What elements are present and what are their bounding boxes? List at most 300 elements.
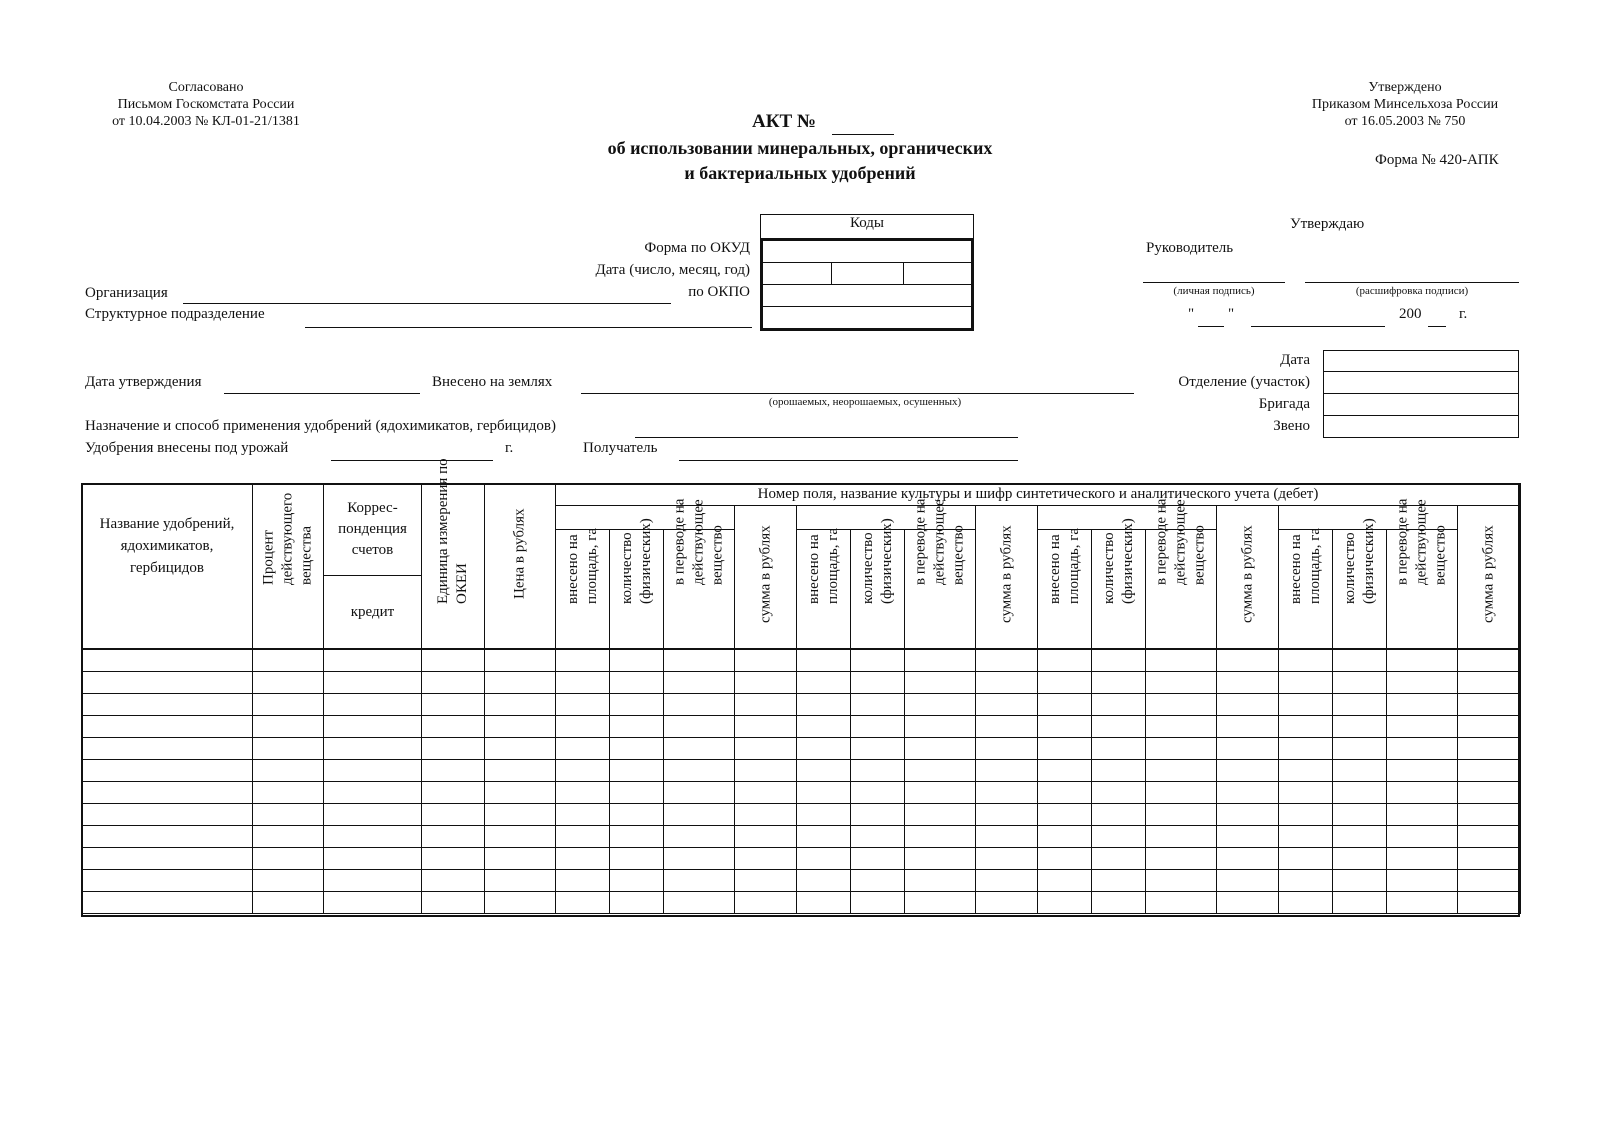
table-cell[interactable] xyxy=(1458,847,1521,869)
table-cell[interactable] xyxy=(1333,715,1387,737)
table-cell[interactable] xyxy=(422,781,485,803)
table-cell[interactable] xyxy=(1146,693,1217,715)
table-cell[interactable] xyxy=(82,693,253,715)
table-cell[interactable] xyxy=(735,671,797,693)
table-cell[interactable] xyxy=(1146,847,1217,869)
table-cell[interactable] xyxy=(1146,759,1217,781)
table-cell[interactable] xyxy=(1387,825,1458,847)
sub-sum-text: сумма в рублях xyxy=(1480,524,1497,623)
col-percent-text: Процент действующего вещества xyxy=(260,492,315,585)
table-cell[interactable] xyxy=(1038,649,1092,671)
recipient-field[interactable] xyxy=(679,460,1018,461)
table-cell[interactable] xyxy=(664,671,735,693)
table-cell[interactable] xyxy=(253,759,324,781)
table-cell[interactable] xyxy=(485,715,556,737)
col-corr-text: Коррес-понденция счетов xyxy=(338,500,407,559)
table-cell[interactable] xyxy=(422,671,485,693)
table-cell[interactable] xyxy=(82,825,253,847)
table-cell[interactable] xyxy=(1333,759,1387,781)
table-cell[interactable] xyxy=(1387,715,1458,737)
table-cell[interactable] xyxy=(1217,649,1279,671)
table-cell[interactable] xyxy=(1038,715,1092,737)
approval-date-field[interactable] xyxy=(224,393,420,394)
signature-decode-field[interactable] xyxy=(1305,282,1519,283)
table-cell[interactable] xyxy=(324,847,422,869)
table-cell[interactable] xyxy=(82,715,253,737)
table-cell[interactable] xyxy=(735,803,797,825)
sub-sum-text: сумма в рублях xyxy=(1239,524,1255,623)
table-cell[interactable] xyxy=(422,891,485,913)
table-cell[interactable] xyxy=(905,825,976,847)
table-cell[interactable] xyxy=(1217,781,1279,803)
table-cell[interactable] xyxy=(556,715,610,737)
table-cell[interactable] xyxy=(253,781,324,803)
table-cell[interactable] xyxy=(610,737,664,759)
table-cell[interactable] xyxy=(1092,869,1146,891)
table-cell[interactable] xyxy=(556,825,610,847)
table-cell[interactable] xyxy=(797,737,851,759)
decode-hint: (расшифровка подписи) xyxy=(1355,285,1469,297)
table-cell[interactable] xyxy=(1279,825,1333,847)
agreed-line2: Письмом Госкомстата России xyxy=(117,97,295,112)
table-cell[interactable] xyxy=(253,847,324,869)
table-cell[interactable] xyxy=(797,803,851,825)
table-cell[interactable] xyxy=(1458,781,1521,803)
table-cell[interactable] xyxy=(1092,671,1146,693)
table-cell[interactable] xyxy=(610,759,664,781)
table-cell[interactable] xyxy=(1387,737,1458,759)
table-cell[interactable] xyxy=(422,803,485,825)
table-cell[interactable] xyxy=(664,847,735,869)
approve-label: Утверждаю xyxy=(1290,216,1365,232)
table-cell[interactable] xyxy=(253,737,324,759)
table-cell[interactable] xyxy=(905,693,976,715)
year-field[interactable] xyxy=(1428,326,1446,327)
date-label: Дата (число, месяц, год) xyxy=(595,262,750,278)
table-cell[interactable] xyxy=(664,693,735,715)
table-cell[interactable] xyxy=(851,715,905,737)
table-cell[interactable] xyxy=(797,693,851,715)
table-cell[interactable] xyxy=(1279,693,1333,715)
table-cell[interactable] xyxy=(976,693,1038,715)
table-cell[interactable] xyxy=(1333,825,1387,847)
table-cell[interactable] xyxy=(1217,825,1279,847)
table-cell[interactable] xyxy=(1279,891,1333,913)
table-cell[interactable] xyxy=(610,781,664,803)
table-cell[interactable] xyxy=(324,825,422,847)
table-cell[interactable] xyxy=(556,781,610,803)
table-cell[interactable] xyxy=(485,693,556,715)
table-cell[interactable] xyxy=(1387,759,1458,781)
table-cell[interactable] xyxy=(1458,737,1521,759)
table-cell[interactable] xyxy=(82,869,253,891)
table-cell[interactable] xyxy=(1092,759,1146,781)
table-cell[interactable] xyxy=(976,825,1038,847)
table-cell[interactable] xyxy=(1146,671,1217,693)
table-cell[interactable] xyxy=(1333,693,1387,715)
table-cell[interactable] xyxy=(1387,869,1458,891)
sub-area-header xyxy=(797,529,851,649)
table-cell[interactable] xyxy=(1092,847,1146,869)
table-cell[interactable] xyxy=(797,649,851,671)
table-cell[interactable] xyxy=(1458,869,1521,891)
table-cell[interactable] xyxy=(1333,671,1387,693)
table-cell[interactable] xyxy=(1217,803,1279,825)
table-cell[interactable] xyxy=(851,803,905,825)
table-cell[interactable] xyxy=(422,847,485,869)
table-cell[interactable] xyxy=(324,715,422,737)
table-cell[interactable] xyxy=(735,869,797,891)
table-cell[interactable] xyxy=(1387,781,1458,803)
table-cell[interactable] xyxy=(82,671,253,693)
codes-row-line xyxy=(763,284,971,285)
month-field[interactable] xyxy=(1251,326,1385,327)
col-name-header xyxy=(82,484,253,650)
table-cell[interactable] xyxy=(422,693,485,715)
table-cell[interactable] xyxy=(976,847,1038,869)
table-cell[interactable] xyxy=(735,847,797,869)
act-title: АКТ № xyxy=(752,111,817,132)
table-cell[interactable] xyxy=(1333,869,1387,891)
table-cell[interactable] xyxy=(797,781,851,803)
table-cell[interactable] xyxy=(976,759,1038,781)
table-cell[interactable] xyxy=(797,715,851,737)
table-cell[interactable] xyxy=(976,803,1038,825)
table-cell[interactable] xyxy=(610,891,664,913)
title-line3: и бактериальных удобрений xyxy=(684,163,916,183)
table-cell[interactable] xyxy=(422,715,485,737)
table-cell[interactable] xyxy=(851,671,905,693)
sub-area-text: внесено на площадь, га xyxy=(1046,527,1082,604)
table-cell[interactable] xyxy=(1038,781,1092,803)
sub-active-text: в переводе на действующее вещество xyxy=(912,498,967,585)
okud-label: Форма по ОКУД xyxy=(644,240,750,256)
table-cell[interactable] xyxy=(976,869,1038,891)
table-cell[interactable] xyxy=(1333,891,1387,913)
table-cell[interactable] xyxy=(324,671,422,693)
table-cell[interactable] xyxy=(253,825,324,847)
table-cell[interactable] xyxy=(851,847,905,869)
table-cell[interactable] xyxy=(610,869,664,891)
sub-qty-header xyxy=(610,518,664,649)
table-cell[interactable] xyxy=(324,891,422,913)
table-cell[interactable] xyxy=(253,869,324,891)
table-cell[interactable] xyxy=(1333,781,1387,803)
table-cell[interactable] xyxy=(797,891,851,913)
table-cell[interactable] xyxy=(253,803,324,825)
table-cell[interactable] xyxy=(905,649,976,671)
sub-qty-text: количество (физических) xyxy=(859,518,895,604)
table-cell[interactable] xyxy=(1279,781,1333,803)
table-cell[interactable] xyxy=(1146,715,1217,737)
table-cell[interactable] xyxy=(253,671,324,693)
table-cell[interactable] xyxy=(1146,737,1217,759)
purpose-field[interactable] xyxy=(635,437,1018,438)
table-cell[interactable] xyxy=(976,891,1038,913)
table-cell[interactable] xyxy=(797,825,851,847)
subdivision-field[interactable] xyxy=(305,327,752,328)
table-cell[interactable] xyxy=(1038,803,1092,825)
table-cell[interactable] xyxy=(1458,715,1521,737)
table-cell[interactable] xyxy=(1038,737,1092,759)
sub-area-header xyxy=(1038,529,1092,649)
table-cell[interactable] xyxy=(82,803,253,825)
table-cell[interactable] xyxy=(324,759,422,781)
table-cell[interactable] xyxy=(1038,847,1092,869)
table-cell[interactable] xyxy=(324,649,422,671)
table-cell[interactable] xyxy=(905,891,976,913)
table-cell[interactable] xyxy=(1092,715,1146,737)
table-cell[interactable] xyxy=(1458,759,1521,781)
table-cell[interactable] xyxy=(976,671,1038,693)
table-cell[interactable] xyxy=(1458,671,1521,693)
table-cell[interactable] xyxy=(1217,715,1279,737)
sum-1-header xyxy=(735,506,797,650)
table-cell[interactable] xyxy=(1038,825,1092,847)
table-cell[interactable] xyxy=(1217,891,1279,913)
table-cell[interactable] xyxy=(735,891,797,913)
table-cell[interactable] xyxy=(905,781,976,803)
table-cell[interactable] xyxy=(797,869,851,891)
organization-field[interactable] xyxy=(183,303,671,304)
table-cell[interactable] xyxy=(422,649,485,671)
table-cell[interactable] xyxy=(976,649,1038,671)
table-cell[interactable] xyxy=(1387,803,1458,825)
table-cell[interactable] xyxy=(610,803,664,825)
table-cell[interactable] xyxy=(905,715,976,737)
table-cell[interactable] xyxy=(1092,803,1146,825)
table-cell[interactable] xyxy=(556,737,610,759)
table-cell[interactable] xyxy=(735,759,797,781)
table-cell[interactable] xyxy=(1217,759,1279,781)
table-cell[interactable] xyxy=(1279,869,1333,891)
table-cell[interactable] xyxy=(1279,715,1333,737)
table-cell[interactable] xyxy=(1458,803,1521,825)
table-cell[interactable] xyxy=(610,715,664,737)
table-cell[interactable] xyxy=(1217,693,1279,715)
table-cell[interactable] xyxy=(1458,825,1521,847)
table-cell[interactable] xyxy=(485,759,556,781)
table-cell[interactable] xyxy=(1387,693,1458,715)
table-cell[interactable] xyxy=(1279,759,1333,781)
sub-active-header xyxy=(664,498,735,649)
table-cell[interactable] xyxy=(1333,847,1387,869)
signature-field[interactable] xyxy=(1143,282,1285,283)
table-cell[interactable] xyxy=(610,847,664,869)
table-cell[interactable] xyxy=(735,649,797,671)
sub-active-header xyxy=(1146,498,1217,649)
table-cell[interactable] xyxy=(905,737,976,759)
table-cell[interactable] xyxy=(324,869,422,891)
table-cell[interactable] xyxy=(253,891,324,913)
table-cell[interactable] xyxy=(851,759,905,781)
table-cell[interactable] xyxy=(82,847,253,869)
table-cell[interactable] xyxy=(797,759,851,781)
table-cell[interactable] xyxy=(735,825,797,847)
year-suffix: г. xyxy=(1459,306,1468,322)
table-cell[interactable] xyxy=(1458,693,1521,715)
table-cell[interactable] xyxy=(1038,869,1092,891)
table-cell[interactable] xyxy=(1146,803,1217,825)
table-cell[interactable] xyxy=(422,759,485,781)
table-cell[interactable] xyxy=(664,781,735,803)
table-cell[interactable] xyxy=(485,803,556,825)
table-cell[interactable] xyxy=(1092,693,1146,715)
table-cell[interactable] xyxy=(851,693,905,715)
table-cell[interactable] xyxy=(664,737,735,759)
table-cell[interactable] xyxy=(556,671,610,693)
table-cell[interactable] xyxy=(664,803,735,825)
table-cell[interactable] xyxy=(851,869,905,891)
table-cell[interactable] xyxy=(610,825,664,847)
table-cell[interactable] xyxy=(610,671,664,693)
table-cell[interactable] xyxy=(556,693,610,715)
table-cell[interactable] xyxy=(1146,825,1217,847)
table-cell[interactable] xyxy=(905,803,976,825)
table-cell[interactable] xyxy=(1387,649,1458,671)
table-cell[interactable] xyxy=(735,693,797,715)
sub-area-text: внесено на площадь, га xyxy=(564,527,600,604)
table-cell[interactable] xyxy=(664,649,735,671)
table-cell[interactable] xyxy=(485,825,556,847)
table-cell[interactable] xyxy=(1217,671,1279,693)
table-cell[interactable] xyxy=(851,737,905,759)
table-cell[interactable] xyxy=(1217,737,1279,759)
table-cell[interactable] xyxy=(324,737,422,759)
table-cell[interactable] xyxy=(556,649,610,671)
table-cell[interactable] xyxy=(1146,891,1217,913)
table-cell[interactable] xyxy=(976,781,1038,803)
table-cell[interactable] xyxy=(664,869,735,891)
table-cell[interactable] xyxy=(1038,693,1092,715)
table-cell[interactable] xyxy=(82,737,253,759)
table-cell[interactable] xyxy=(82,781,253,803)
sum-4-header xyxy=(1458,506,1521,650)
signature-hint: (личная подпись) xyxy=(1173,285,1255,297)
table-cell[interactable] xyxy=(1217,869,1279,891)
table-cell[interactable] xyxy=(976,737,1038,759)
table-cell[interactable] xyxy=(797,847,851,869)
recipient-label: Получатель xyxy=(583,440,658,456)
table-cell[interactable] xyxy=(253,715,324,737)
table-cell[interactable] xyxy=(1333,803,1387,825)
table-cell[interactable] xyxy=(664,825,735,847)
table-cell[interactable] xyxy=(556,759,610,781)
organization-label: Организация xyxy=(85,285,168,301)
table-cell[interactable] xyxy=(851,891,905,913)
table-cell[interactable] xyxy=(1333,649,1387,671)
table-cell[interactable] xyxy=(82,759,253,781)
table-cell[interactable] xyxy=(1092,649,1146,671)
table-cell[interactable] xyxy=(905,759,976,781)
table-cell[interactable] xyxy=(1092,825,1146,847)
table-cell[interactable] xyxy=(324,693,422,715)
act-number-line xyxy=(832,134,894,135)
table-cell[interactable] xyxy=(1092,891,1146,913)
table-cell[interactable] xyxy=(735,737,797,759)
harvest-label: Удобрения внесены под урожай xyxy=(85,440,289,456)
approved-line2: Приказом Минсельхоза России xyxy=(1311,97,1499,112)
table-cell[interactable] xyxy=(82,891,253,913)
table-cell[interactable] xyxy=(851,781,905,803)
table-cell[interactable] xyxy=(1279,803,1333,825)
table-cell[interactable] xyxy=(905,671,976,693)
table-cell[interactable] xyxy=(851,825,905,847)
table-cell[interactable] xyxy=(1279,847,1333,869)
table-cell[interactable] xyxy=(1279,671,1333,693)
table-cell[interactable] xyxy=(1333,737,1387,759)
table-cell[interactable] xyxy=(735,715,797,737)
table-cell[interactable] xyxy=(485,649,556,671)
table-cell[interactable] xyxy=(1092,737,1146,759)
approved-line1: Утверждено xyxy=(1368,80,1442,95)
table-cell[interactable] xyxy=(1279,737,1333,759)
table-cell[interactable] xyxy=(664,715,735,737)
table-cell[interactable] xyxy=(1092,781,1146,803)
table-cell[interactable] xyxy=(797,671,851,693)
table-cell[interactable] xyxy=(253,693,324,715)
table-cell[interactable] xyxy=(422,869,485,891)
head-label: Руководитель xyxy=(1146,240,1234,256)
table-cell[interactable] xyxy=(905,847,976,869)
table-cell[interactable] xyxy=(485,869,556,891)
table-cell[interactable] xyxy=(1458,891,1521,913)
table-cell[interactable] xyxy=(664,891,735,913)
table-cell[interactable] xyxy=(422,825,485,847)
table-cell[interactable] xyxy=(1387,847,1458,869)
table-cell[interactable] xyxy=(556,847,610,869)
table-cell[interactable] xyxy=(1038,891,1092,913)
table-cell[interactable] xyxy=(485,737,556,759)
table-cell[interactable] xyxy=(1146,869,1217,891)
table-cell[interactable] xyxy=(253,649,324,671)
table-cell[interactable] xyxy=(485,891,556,913)
table-cell[interactable] xyxy=(610,693,664,715)
day-field[interactable] xyxy=(1198,326,1224,327)
table-cell[interactable] xyxy=(1458,649,1521,671)
table-cell[interactable] xyxy=(1038,671,1092,693)
year-prefix: 200 xyxy=(1399,306,1422,322)
table-cell[interactable] xyxy=(485,847,556,869)
table-cell[interactable] xyxy=(1146,781,1217,803)
table-cell[interactable] xyxy=(556,869,610,891)
table-cell[interactable] xyxy=(735,781,797,803)
table-cell[interactable] xyxy=(422,737,485,759)
agreed-line3: от 10.04.2003 № КЛ-01-21/1381 xyxy=(112,114,300,129)
table-cell[interactable] xyxy=(485,671,556,693)
table-cell[interactable] xyxy=(556,803,610,825)
table-cell[interactable] xyxy=(1146,649,1217,671)
sub-qty-text: количество (физических) xyxy=(1341,518,1377,604)
table-cell[interactable] xyxy=(485,781,556,803)
table-cell[interactable] xyxy=(82,649,253,671)
table-cell[interactable] xyxy=(1038,759,1092,781)
table-cell[interactable] xyxy=(851,649,905,671)
table-cell[interactable] xyxy=(556,891,610,913)
table-cell[interactable] xyxy=(324,803,422,825)
applied-on-field[interactable] xyxy=(581,393,1134,394)
table-cell[interactable] xyxy=(905,869,976,891)
table-cell[interactable] xyxy=(1387,671,1458,693)
table-cell[interactable] xyxy=(1387,891,1458,913)
sum-2-header xyxy=(976,506,1038,650)
table-cell[interactable] xyxy=(1217,847,1279,869)
table-cell[interactable] xyxy=(1279,649,1333,671)
table-cell[interactable] xyxy=(610,649,664,671)
table-cell[interactable] xyxy=(664,759,735,781)
table-cell[interactable] xyxy=(324,781,422,803)
table-cell[interactable] xyxy=(976,715,1038,737)
